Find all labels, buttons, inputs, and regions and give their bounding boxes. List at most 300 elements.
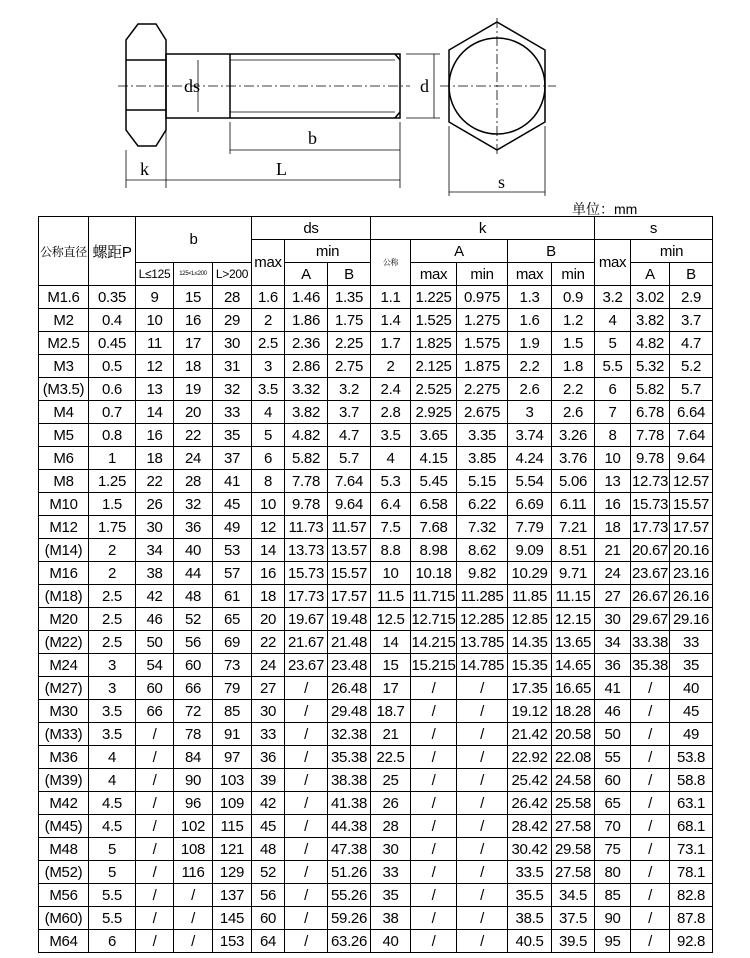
- table-cell: /: [457, 700, 508, 723]
- table-cell: 9.64: [670, 447, 713, 470]
- table-cell: /: [631, 907, 670, 930]
- table-cell: 5: [89, 861, 136, 884]
- table-cell: 10: [252, 493, 285, 516]
- table-cell: 8.51: [552, 539, 595, 562]
- table-cell: /: [285, 792, 328, 815]
- table-cell: 5.82: [631, 378, 670, 401]
- table-cell: 34: [595, 631, 631, 654]
- table-cell: 14: [252, 539, 285, 562]
- table-cell: 3: [89, 654, 136, 677]
- table-cell: 2.6: [552, 401, 595, 424]
- table-row: [39, 700, 713, 723]
- table-cell: 70: [595, 815, 631, 838]
- table-cell: 1.6: [508, 309, 552, 332]
- table-cell: 42: [252, 792, 285, 815]
- table-cell: 15.73: [631, 493, 670, 516]
- header-ds-min: min: [285, 240, 371, 263]
- table-cell: 4.82: [631, 332, 670, 355]
- table-cell: 60: [252, 907, 285, 930]
- table-row: [39, 884, 713, 907]
- table-cell: 38: [136, 562, 174, 585]
- table-cell: /: [411, 930, 457, 953]
- label-d: d: [420, 76, 429, 96]
- table-cell: 6.11: [552, 493, 595, 516]
- table-cell: 2.5: [89, 608, 136, 631]
- table-cell: M42: [39, 792, 89, 815]
- table-cell: 25.58: [552, 792, 595, 815]
- table-cell: 66: [174, 677, 213, 700]
- table-cell: 36: [595, 654, 631, 677]
- table-cell: (M33): [39, 723, 89, 746]
- table-cell: /: [411, 907, 457, 930]
- table-cell: 1.3: [508, 286, 552, 309]
- header-b-col1: L≤125: [136, 263, 174, 286]
- header-ds-min-B: B: [328, 263, 371, 286]
- table-cell: 3.5: [89, 700, 136, 723]
- header-pitch: 螺距P: [89, 217, 136, 286]
- table-cell: 84: [174, 746, 213, 769]
- table-cell: 63.1: [670, 792, 713, 815]
- table-cell: 17.73: [631, 516, 670, 539]
- table-cell: 11.73: [285, 516, 328, 539]
- table-cell: 108: [174, 838, 213, 861]
- header-k-B-max: max: [508, 263, 552, 286]
- table-cell: 38.38: [328, 769, 371, 792]
- table-cell: /: [631, 815, 670, 838]
- label-s: s: [498, 172, 506, 192]
- table-cell: 9.82: [457, 562, 508, 585]
- table-cell: 14: [136, 401, 174, 424]
- table-cell: /: [285, 677, 328, 700]
- table-cell: /: [411, 815, 457, 838]
- table-row: [39, 332, 713, 355]
- table-cell: /: [631, 677, 670, 700]
- table-cell: 37.5: [552, 907, 595, 930]
- table-cell: 1.35: [328, 286, 371, 309]
- bolt-dimension-table: [38, 216, 713, 953]
- table-cell: 1.6: [252, 286, 285, 309]
- table-cell: 35: [670, 654, 713, 677]
- table-cell: 32.38: [328, 723, 371, 746]
- table-cell: /: [411, 700, 457, 723]
- table-cell: 0.7: [89, 401, 136, 424]
- table-cell: 3.2: [595, 286, 631, 309]
- table-cell: 30: [252, 700, 285, 723]
- table-cell: 17.57: [670, 516, 713, 539]
- table-cell: 26.42: [508, 792, 552, 815]
- table-cell: 2.25: [328, 332, 371, 355]
- table-cell: M56: [39, 884, 89, 907]
- table-cell: 30.42: [508, 838, 552, 861]
- table-cell: 12.5: [371, 608, 411, 631]
- table-cell: M30: [39, 700, 89, 723]
- table-cell: 45: [670, 700, 713, 723]
- table-cell: /: [631, 723, 670, 746]
- table-cell: 2.5: [252, 332, 285, 355]
- table-cell: 7.64: [328, 470, 371, 493]
- table-cell: 6.69: [508, 493, 552, 516]
- table-cell: 17.35: [508, 677, 552, 700]
- table-cell: 72: [174, 700, 213, 723]
- table-row: [39, 769, 713, 792]
- table-cell: M24: [39, 654, 89, 677]
- table-row: [39, 654, 713, 677]
- table-cell: 0.45: [89, 332, 136, 355]
- table-cell: 12.85: [508, 608, 552, 631]
- table-cell: M64: [39, 930, 89, 953]
- table-cell: 13.785: [457, 631, 508, 654]
- table-cell: 91: [213, 723, 252, 746]
- table-cell: 2.5: [89, 585, 136, 608]
- table-cell: 1.825: [411, 332, 457, 355]
- table-cell: 41: [213, 470, 252, 493]
- table-cell: 6: [252, 447, 285, 470]
- table-cell: 2.6: [508, 378, 552, 401]
- table-cell: /: [136, 769, 174, 792]
- label-L: L: [276, 159, 287, 179]
- table-cell: 12.715: [411, 608, 457, 631]
- table-cell: 95: [595, 930, 631, 953]
- table-cell: (M60): [39, 907, 89, 930]
- table-cell: 6: [89, 930, 136, 953]
- table-row: [39, 930, 713, 953]
- table-cell: 49: [670, 723, 713, 746]
- table-cell: /: [631, 792, 670, 815]
- table-cell: /: [285, 746, 328, 769]
- table-row: [39, 309, 713, 332]
- table-cell: 5.2: [670, 355, 713, 378]
- table-cell: 20: [252, 608, 285, 631]
- bolt-diagram: [0, 0, 750, 200]
- table-cell: /: [457, 723, 508, 746]
- table-cell: /: [136, 792, 174, 815]
- table-cell: 60: [595, 769, 631, 792]
- table-cell: 1.1: [371, 286, 411, 309]
- table-cell: /: [631, 930, 670, 953]
- table-cell: 2.525: [411, 378, 457, 401]
- table-cell: 48: [174, 585, 213, 608]
- table-cell: 21: [595, 539, 631, 562]
- table-cell: 3.35: [457, 424, 508, 447]
- table-cell: (M45): [39, 815, 89, 838]
- table-cell: 41: [595, 677, 631, 700]
- table-cell: 26.16: [670, 585, 713, 608]
- table-cell: 3.5: [89, 723, 136, 746]
- table-cell: /: [457, 861, 508, 884]
- table-cell: 5.06: [552, 470, 595, 493]
- table-cell: 9.78: [285, 493, 328, 516]
- table-cell: 22: [252, 631, 285, 654]
- table-cell: 41.38: [328, 792, 371, 815]
- table-row: [39, 493, 713, 516]
- table-cell: /: [136, 907, 174, 930]
- table-cell: /: [411, 861, 457, 884]
- table-cell: 11.5: [371, 585, 411, 608]
- table-cell: (M52): [39, 861, 89, 884]
- table-cell: 8.98: [411, 539, 457, 562]
- table-cell: /: [631, 861, 670, 884]
- table-cell: /: [631, 746, 670, 769]
- table-cell: /: [457, 769, 508, 792]
- table-cell: 137: [213, 884, 252, 907]
- table-cell: (M18): [39, 585, 89, 608]
- table-row: [39, 815, 713, 838]
- table-cell: 5.5: [89, 884, 136, 907]
- table-cell: 18: [136, 447, 174, 470]
- table-cell: 5: [89, 838, 136, 861]
- table-cell: M20: [39, 608, 89, 631]
- label-ds: ds: [184, 76, 201, 96]
- table-cell: 3.7: [328, 401, 371, 424]
- table-cell: M6: [39, 447, 89, 470]
- table-cell: /: [411, 884, 457, 907]
- table-cell: M2: [39, 309, 89, 332]
- label-k: k: [140, 159, 149, 179]
- table-cell: 2.9: [670, 286, 713, 309]
- table-cell: 55.26: [328, 884, 371, 907]
- table-cell: 45: [252, 815, 285, 838]
- table-cell: 10: [371, 562, 411, 585]
- table-cell: /: [174, 907, 213, 930]
- table-cell: (M3.5): [39, 378, 89, 401]
- table-cell: 20.16: [670, 539, 713, 562]
- table-cell: 29.48: [328, 700, 371, 723]
- table-cell: 10: [136, 309, 174, 332]
- table-cell: 3: [252, 355, 285, 378]
- table-cell: /: [631, 838, 670, 861]
- table-cell: 36: [174, 516, 213, 539]
- table-cell: /: [631, 884, 670, 907]
- table-row: [39, 562, 713, 585]
- table-cell: /: [285, 884, 328, 907]
- table-cell: 1.75: [328, 309, 371, 332]
- table-cell: 18.28: [552, 700, 595, 723]
- table-cell: 55: [595, 746, 631, 769]
- table-cell: 33.5: [508, 861, 552, 884]
- table-cell: 4.7: [328, 424, 371, 447]
- table-cell: 1.575: [457, 332, 508, 355]
- table-cell: 7.78: [285, 470, 328, 493]
- table-cell: 30: [213, 332, 252, 355]
- table-cell: 0.35: [89, 286, 136, 309]
- header-b: b: [136, 217, 252, 263]
- table-cell: 7: [595, 401, 631, 424]
- table-cell: 5.5: [89, 907, 136, 930]
- table-cell: 121: [213, 838, 252, 861]
- table-cell: 9.64: [328, 493, 371, 516]
- table-cell: 34: [136, 539, 174, 562]
- table-cell: 20.67: [631, 539, 670, 562]
- header-nominal: 公称直径: [39, 217, 89, 286]
- table-cell: /: [631, 769, 670, 792]
- table-cell: 26.67: [631, 585, 670, 608]
- table-cell: 19: [174, 378, 213, 401]
- table-cell: 29.16: [670, 608, 713, 631]
- table-cell: 27: [595, 585, 631, 608]
- header-k-nominal: 公称: [371, 240, 411, 286]
- table-cell: 27: [252, 677, 285, 700]
- table-cell: 5: [252, 424, 285, 447]
- table-cell: 115: [213, 815, 252, 838]
- table-cell: 19.12: [508, 700, 552, 723]
- table-cell: 1.8: [552, 355, 595, 378]
- table-cell: 32: [174, 493, 213, 516]
- table-cell: 7.79: [508, 516, 552, 539]
- table-cell: 3.76: [552, 447, 595, 470]
- table-cell: 79: [213, 677, 252, 700]
- table-cell: 103: [213, 769, 252, 792]
- table-cell: 9.09: [508, 539, 552, 562]
- table-cell: 4: [89, 746, 136, 769]
- table-cell: M36: [39, 746, 89, 769]
- table-row: [39, 401, 713, 424]
- table-cell: 38.5: [508, 907, 552, 930]
- table-cell: 0.5: [89, 355, 136, 378]
- table-cell: 3.2: [328, 378, 371, 401]
- table-cell: 2.4: [371, 378, 411, 401]
- table-row: [39, 447, 713, 470]
- table-cell: /: [174, 884, 213, 907]
- table-cell: 35: [213, 424, 252, 447]
- table-cell: 22: [174, 424, 213, 447]
- table-cell: 24: [174, 447, 213, 470]
- table-cell: 64: [252, 930, 285, 953]
- header-ds-max: max: [252, 240, 285, 286]
- header-k-A: A: [411, 240, 508, 263]
- table-cell: 1.875: [457, 355, 508, 378]
- table-cell: 29: [213, 309, 252, 332]
- table-cell: 14.215: [411, 631, 457, 654]
- table-cell: 52: [252, 861, 285, 884]
- table-cell: /: [411, 677, 457, 700]
- table-cell: 35: [371, 884, 411, 907]
- table-cell: 5.15: [457, 470, 508, 493]
- table-cell: 66: [136, 700, 174, 723]
- table-cell: 7.78: [631, 424, 670, 447]
- table-cell: 4: [89, 769, 136, 792]
- header-k-A-max: max: [411, 263, 457, 286]
- table-cell: /: [285, 815, 328, 838]
- header-b-col3: L>200: [213, 263, 252, 286]
- table-cell: 30: [136, 516, 174, 539]
- table-cell: 1.46: [285, 286, 328, 309]
- table-cell: 17: [371, 677, 411, 700]
- table-cell: 13: [595, 470, 631, 493]
- table-cell: 2: [89, 539, 136, 562]
- table-row: [39, 631, 713, 654]
- table-cell: 46: [595, 700, 631, 723]
- table-cell: 8: [252, 470, 285, 493]
- table-cell: 3.7: [670, 309, 713, 332]
- table-cell: 1.86: [285, 309, 328, 332]
- table-cell: 1.5: [552, 332, 595, 355]
- table-cell: 42: [136, 585, 174, 608]
- header-k-A-min: min: [457, 263, 508, 286]
- table-cell: 61: [213, 585, 252, 608]
- table-cell: 20.58: [552, 723, 595, 746]
- table-cell: 65: [595, 792, 631, 815]
- table-row: [39, 470, 713, 493]
- table-cell: 3: [89, 677, 136, 700]
- table-cell: 33.38: [631, 631, 670, 654]
- table-row: [39, 424, 713, 447]
- table-cell: M2.5: [39, 332, 89, 355]
- table-cell: 1.2: [552, 309, 595, 332]
- table-cell: /: [136, 723, 174, 746]
- table-cell: 73.1: [670, 838, 713, 861]
- table-cell: 57: [213, 562, 252, 585]
- table-cell: 12.73: [631, 470, 670, 493]
- table-cell: 109: [213, 792, 252, 815]
- table-cell: 30: [595, 608, 631, 631]
- header-s-min-B: B: [670, 263, 713, 286]
- table-cell: 1.25: [89, 470, 136, 493]
- table-cell: 2.675: [457, 401, 508, 424]
- table-cell: 7.5: [371, 516, 411, 539]
- table-cell: M4: [39, 401, 89, 424]
- table-cell: 7.68: [411, 516, 457, 539]
- table-cell: /: [411, 769, 457, 792]
- table-cell: 11.285: [457, 585, 508, 608]
- table-row: [39, 608, 713, 631]
- table-cell: 5.82: [285, 447, 328, 470]
- table-row: [39, 516, 713, 539]
- table-row: [39, 355, 713, 378]
- table-cell: 30: [371, 838, 411, 861]
- table-cell: 35.5: [508, 884, 552, 907]
- table-cell: 1.7: [371, 332, 411, 355]
- table-cell: /: [136, 746, 174, 769]
- table-cell: (M14): [39, 539, 89, 562]
- table-cell: 2: [89, 562, 136, 585]
- table-cell: 82.8: [670, 884, 713, 907]
- table-cell: 6.58: [411, 493, 457, 516]
- table-cell: 6.78: [631, 401, 670, 424]
- table-cell: 40: [174, 539, 213, 562]
- table-cell: 29.67: [631, 608, 670, 631]
- table-cell: 0.975: [457, 286, 508, 309]
- table-cell: 153: [213, 930, 252, 953]
- table-cell: 12.285: [457, 608, 508, 631]
- table-cell: 129: [213, 861, 252, 884]
- header-s-min-A: A: [631, 263, 670, 286]
- table-cell: 8: [595, 424, 631, 447]
- table-cell: 40.5: [508, 930, 552, 953]
- table-cell: 145: [213, 907, 252, 930]
- table-cell: 44: [174, 562, 213, 585]
- table-cell: 78.1: [670, 861, 713, 884]
- table-cell: 28: [174, 470, 213, 493]
- table-cell: 24: [595, 562, 631, 585]
- table-cell: 102: [174, 815, 213, 838]
- table-cell: 2.86: [285, 355, 328, 378]
- table-cell: /: [285, 769, 328, 792]
- table-cell: 3.5: [371, 424, 411, 447]
- table-cell: M1.6: [39, 286, 89, 309]
- table-cell: 5.3: [371, 470, 411, 493]
- table-cell: 68.1: [670, 815, 713, 838]
- table-cell: 1: [89, 447, 136, 470]
- table-cell: /: [136, 930, 174, 953]
- table-cell: 21: [371, 723, 411, 746]
- table-cell: 4.82: [285, 424, 328, 447]
- table-cell: 85: [213, 700, 252, 723]
- table-cell: 10: [595, 447, 631, 470]
- table-cell: 15: [371, 654, 411, 677]
- table-cell: 6: [595, 378, 631, 401]
- table-cell: 15.57: [328, 562, 371, 585]
- table-cell: M16: [39, 562, 89, 585]
